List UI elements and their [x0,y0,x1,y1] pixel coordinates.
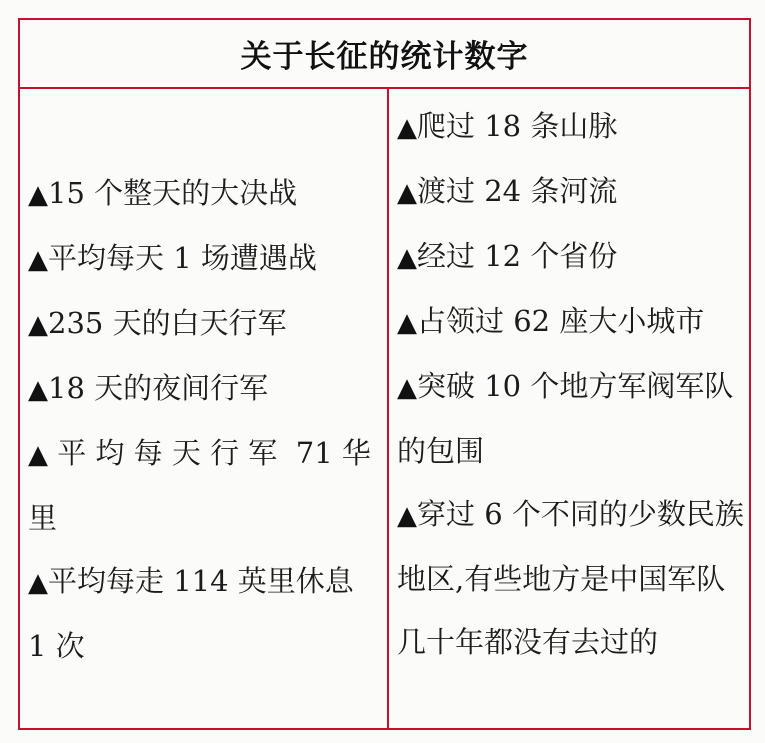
list-item [28,292,380,357]
list-item-text: 平均每走 114 英里休息 1 次 [28,564,364,663]
list-item-text: 经过 12 个省份 [417,239,618,273]
list-item [397,160,749,225]
triangle-bullet-icon: ▲ [397,308,417,338]
triangle-bullet-icon: ▲ [397,243,417,273]
list-item-text: 平均每天 1 场遭遇战 [48,241,317,275]
column-divider [387,89,389,730]
triangle-bullet-icon: ▲ [28,310,48,340]
table-header [20,20,749,89]
triangle-bullet-icon: ▲ [28,440,48,470]
triangle-bullet-icon: ▲ [28,375,48,405]
list-item-text: 占领过 62 座大小城市 [417,304,705,338]
right-column [397,89,749,674]
list-item-text: 穿过 6 个不同的少数民族地区,有些地方是中国军队几十年都没有去过的 [397,497,744,659]
triangle-bullet-icon: ▲ [28,568,48,598]
triangle-bullet-icon: ▲ [28,180,48,210]
list-item [397,355,749,483]
list-item-text: 235 天的白天行军 [48,306,287,340]
list-item-text: 渡过 24 条河流 [417,174,618,208]
list-item [397,290,749,355]
table-title: 关于长征的统计数字 [240,39,529,75]
left-column [28,89,380,678]
list-item [28,550,380,678]
list-item [397,95,749,160]
triangle-bullet-icon: ▲ [397,178,417,208]
triangle-bullet-icon: ▲ [397,373,417,403]
list-item [397,225,749,290]
triangle-bullet-icon: ▲ [397,501,417,531]
list-item-text: 平 均 每 天 行 军 71 华里 [28,436,371,535]
list-item-text: 突破 10 个地方军阀军队的包围 [397,369,734,468]
list-item-text: 15 个整天的大决战 [48,176,298,210]
statistics-table [18,18,751,730]
list-item [28,422,380,550]
triangle-bullet-icon: ▲ [28,245,48,275]
list-item [28,227,380,292]
list-item-text: 爬过 18 条山脉 [417,109,618,143]
triangle-bullet-icon: ▲ [397,113,417,143]
list-item [28,162,380,227]
list-item [397,483,749,674]
list-item [28,357,380,422]
list-item-text: 18 天的夜间行军 [48,371,269,405]
